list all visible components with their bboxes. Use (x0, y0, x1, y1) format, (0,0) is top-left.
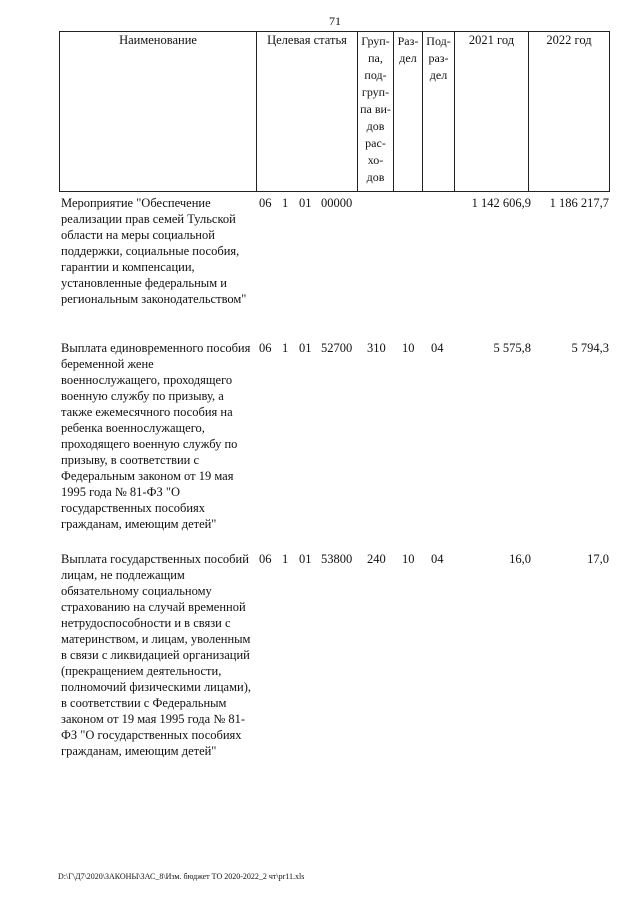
row-code-program: 06 (259, 341, 272, 355)
row-code-direction: 00000 (321, 196, 353, 210)
header-target-article: Целевая статья (267, 33, 347, 47)
row-code-direction: 53800 (321, 552, 353, 566)
header-year-2022: 2022 год (546, 33, 592, 47)
row-code-event: 01 (299, 341, 312, 355)
row-value-2022: 5 794,3 (571, 341, 609, 355)
row-name: Выплата единовременного пособия беременной жене военнослужащего, проходящего военную службу по призыву, а также ежемесячного пособия на ребенка военнослужащего, проходящего военную службу по призыву, в соответствии с Федеральным законом от 19 мая 1995 года № 81-ФЗ "О государственных пособиях гражданам, имеющим детей" (61, 341, 251, 531)
row-name: Мероприятие "Обеспечение реализации прав семей Тульской области на меры социальной поддержки, социальные пособия, гарантии и компенсации, установленные федеральным и региональным законодательством" (61, 196, 247, 306)
file-path-footer: D:\Г\Д7\2020\ЗАКОНЫ\ЗАС_8\Изм. бюджет ТО 2020-2022_2 чт\pr11.xls (58, 872, 305, 881)
row-value-2021: 5 575,8 (493, 341, 531, 355)
row-subsection: 04 (431, 341, 444, 355)
row-code-program: 06 (259, 196, 272, 210)
header-subsection: Под- раз- дел (426, 34, 451, 82)
row-group: 310 (367, 341, 386, 355)
row-section: 10 (402, 552, 415, 566)
page-number: 71 (329, 14, 341, 28)
header-group: Груп- па, под- груп- па ви- дов рас- хо- дов (360, 34, 391, 184)
header-year-2021: 2021 год (468, 33, 515, 47)
row-code-event: 01 (299, 552, 312, 566)
row-code-subprogram: 1 (282, 196, 289, 210)
row-subsection: 04 (431, 552, 444, 566)
header-section: Раз- дел (397, 34, 419, 65)
row-name: Выплата государственных пособий лицам, не подлежащим обязательному социальному страхованию на случай временной нетрудоспособности и в связи с материнством, и лицам, уволенным в связи с ликвидацией организаций (прекращением деятельности, полномочий физическими лицами), в соответствии с Федеральным законом от 19 мая 1995 года № 81-ФЗ "О государственных пособиях гражданам, имеющим детей" (61, 552, 251, 758)
row-value-2021: 16,0 (509, 552, 531, 566)
row-code-subprogram: 1 (282, 552, 289, 566)
table-header (59, 31, 609, 191)
row-value-2022: 17,0 (587, 552, 609, 566)
row-code-event: 01 (299, 196, 312, 210)
row-code-direction: 52700 (321, 341, 353, 355)
row-section: 10 (402, 341, 415, 355)
header-name: Наименование (119, 33, 197, 47)
row-group: 240 (367, 552, 386, 566)
row-code-program: 06 (259, 552, 272, 566)
row-code-subprogram: 1 (282, 341, 289, 355)
row-value-2022: 1 186 217,7 (549, 196, 609, 210)
row-value-2021: 1 142 606,9 (471, 196, 531, 210)
